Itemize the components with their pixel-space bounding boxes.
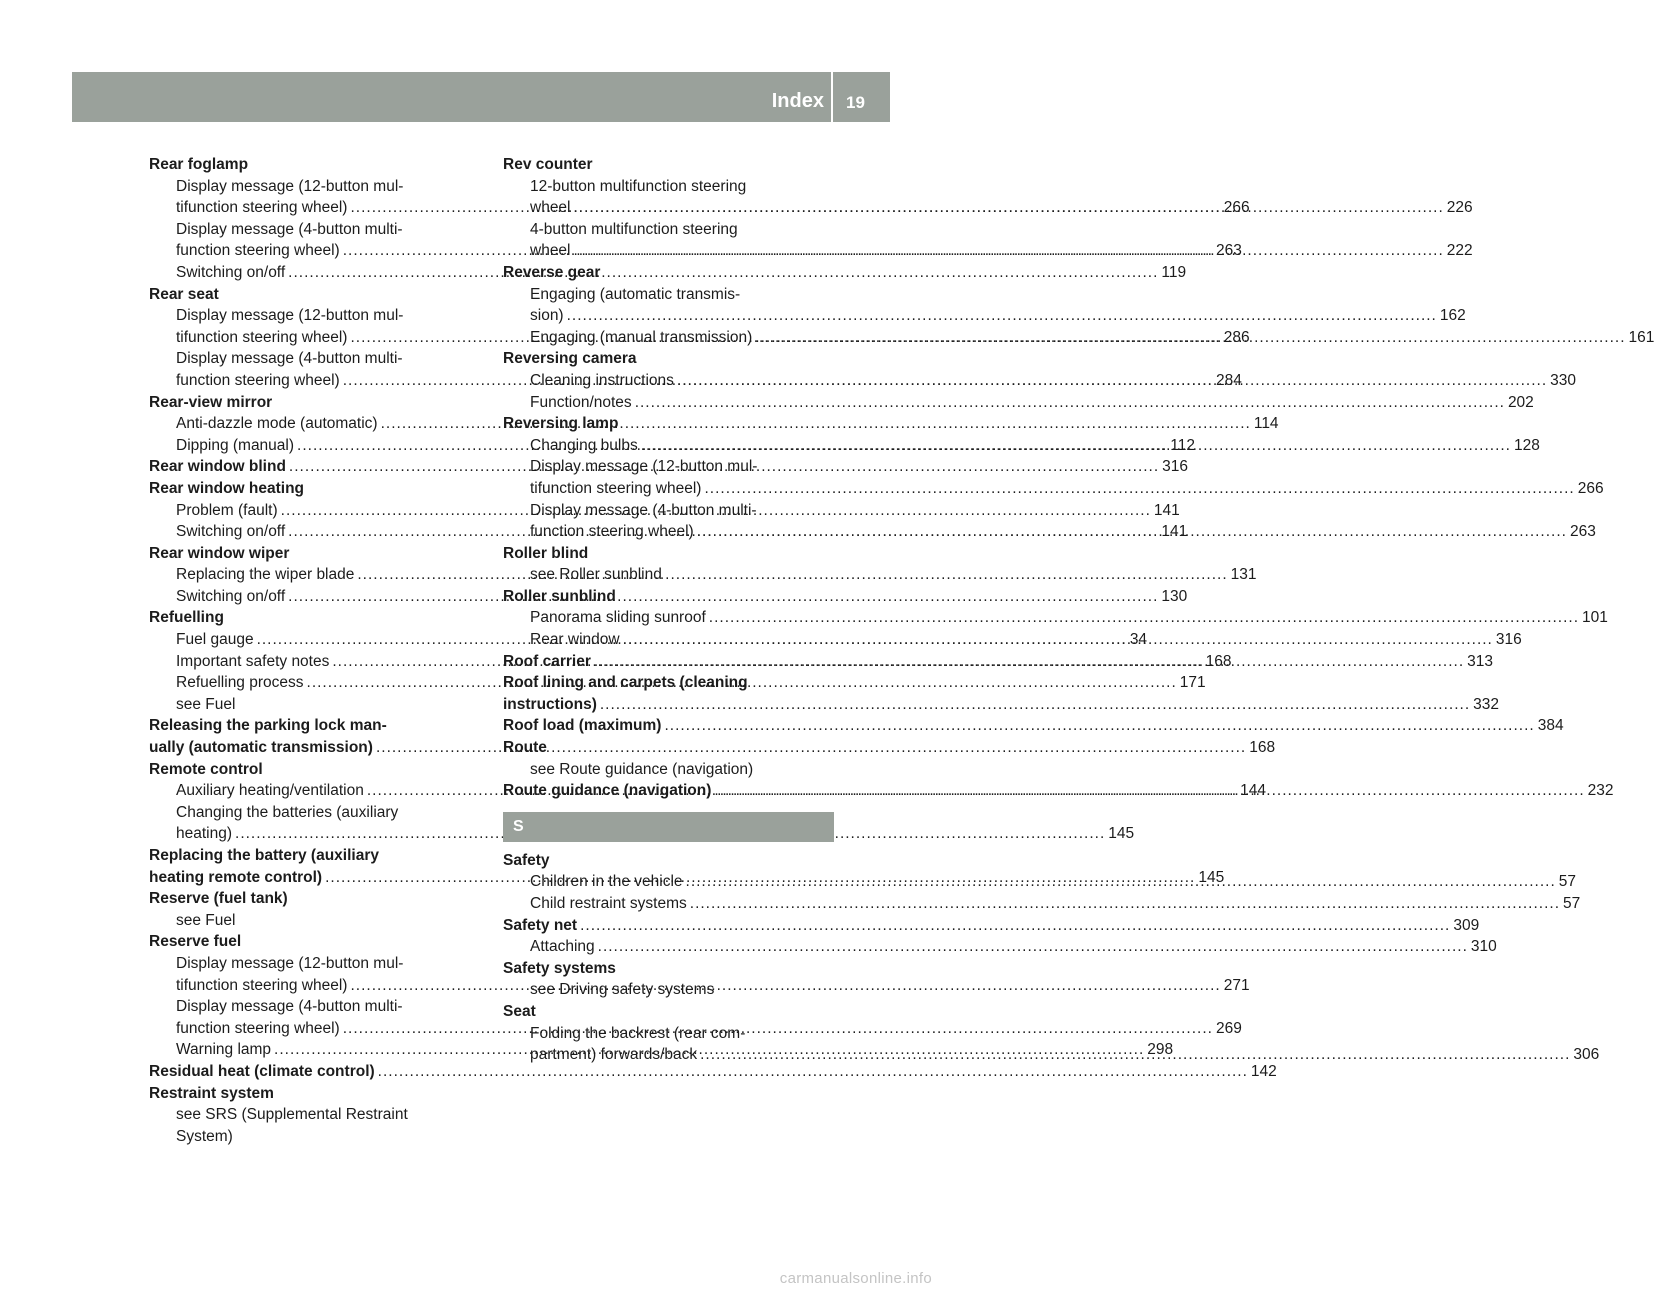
entry-text: see Fuel (176, 911, 236, 929)
entry-text: Releasing the parking lock man- (149, 717, 387, 735)
page-ref[interactable]: 310 (1470, 938, 1497, 956)
entry-text: Attaching (530, 938, 595, 956)
index-subentry (149, 1104, 480, 1126)
index-subentry (503, 456, 834, 478)
dot-leader (623, 629, 1493, 651)
page-ref[interactable]: 34 (1129, 631, 1148, 649)
index-entry (503, 694, 1499, 716)
entry-text: Panorama sliding sunroof (530, 609, 706, 627)
dot-leader (574, 240, 1444, 262)
entry-text: Rear window blind (149, 458, 286, 476)
entry-text: tifunction steering wheel) (530, 479, 702, 497)
index-entry (503, 262, 834, 284)
index-subentry (503, 564, 834, 586)
entry-text: sion) (530, 307, 564, 325)
index-subentry (149, 802, 480, 824)
page-ref[interactable]: 266 (1223, 199, 1250, 217)
index-entry (503, 850, 834, 872)
index-subentry (149, 694, 480, 716)
index-subentry (503, 284, 834, 306)
index-entry (503, 413, 834, 435)
index-entry (503, 586, 834, 608)
section-header: S (503, 812, 834, 842)
entry-text: see Route guidance (navigation) (530, 760, 754, 778)
index-entry (149, 888, 480, 910)
page-ref[interactable]: 101 (1582, 609, 1608, 627)
index-entry (503, 543, 834, 565)
entry-text: Refuelling (149, 609, 224, 627)
entry-text: Switching on/off (176, 523, 286, 541)
index-subentry (503, 759, 834, 781)
index-entry (149, 284, 480, 306)
dot-leader (598, 936, 1468, 958)
index-entry (503, 154, 834, 176)
entry-text: Switching on/off (176, 263, 286, 281)
page-ref[interactable]: 266 (1577, 479, 1604, 497)
entry-text: Engaging (manual transmission) (530, 328, 753, 346)
dot-leader (567, 305, 1437, 327)
page-ref[interactable]: 144 (1240, 782, 1266, 800)
page-ref[interactable]: 130 (1161, 587, 1188, 605)
index-subentry (503, 979, 834, 1001)
dot-leader (574, 197, 1444, 219)
entry-text: Roller sunblind (503, 587, 616, 605)
entry-text: Route guidance (navigation) (503, 782, 712, 800)
page-ref[interactable]: 145 (1198, 868, 1225, 886)
header-divider (831, 72, 833, 122)
page-ref[interactable]: 141 (1153, 501, 1180, 519)
index-subentry (503, 500, 834, 522)
entry-text: Reversing lamp (503, 415, 619, 433)
entry-text: Children in the vehicle (530, 873, 683, 891)
index-entry (503, 737, 834, 759)
entry-text: Display message (12-button mul- (176, 177, 404, 195)
dot-leader (594, 651, 1464, 673)
page-ref[interactable]: 298 (1147, 1041, 1174, 1059)
index-subentry (503, 176, 834, 198)
page-ref[interactable]: 142 (1250, 1062, 1277, 1080)
page-ref[interactable]: 332 (1473, 695, 1499, 713)
dot-leader (580, 915, 1450, 937)
index-subentry (503, 1023, 834, 1045)
page-ref[interactable]: 226 (1446, 199, 1473, 217)
page-ref[interactable]: 263 (1569, 523, 1596, 541)
page-number: 19 (846, 93, 865, 112)
dot-leader (704, 478, 1574, 500)
page-ref[interactable]: 306 (1573, 1046, 1600, 1064)
page-ref[interactable]: 330 (1550, 371, 1577, 389)
index-entry (503, 715, 1564, 737)
entry-text: heating remote control) (149, 868, 323, 886)
entry-text: function steering wheel) (530, 523, 694, 541)
index-subentry (149, 953, 480, 975)
entry-text: partment) forwards/back (530, 1046, 698, 1064)
page-ref[interactable]: 284 (1215, 371, 1242, 389)
entry-text: Warning lamp (176, 1041, 272, 1059)
page-ref[interactable]: 168 (1205, 652, 1232, 670)
index-subentry (149, 348, 480, 370)
index-entry (503, 348, 834, 370)
index-subentry (149, 823, 1135, 845)
page-ref[interactable]: 128 (1513, 436, 1540, 454)
index-entry (149, 1061, 1277, 1083)
entry-text: Cleaning instructions (530, 371, 674, 389)
dot-leader (641, 435, 1511, 457)
page-ref[interactable]: 316 (1495, 631, 1522, 649)
index-subentry (149, 1126, 480, 1148)
index-subentry (149, 240, 1242, 262)
entry-text: see Roller sunblind (530, 566, 662, 584)
entry-text: Rear seat (149, 285, 219, 303)
page-ref[interactable]: 119 (1161, 263, 1187, 281)
page-ref[interactable]: 202 (1507, 393, 1534, 411)
entry-text: Engaging (automatic transmis- (530, 285, 741, 303)
index-entry (149, 759, 480, 781)
entry-text: Roof carrier (503, 652, 591, 670)
entry-text: Dipping (manual) (176, 436, 295, 454)
entry-text: tifunction steering wheel) (176, 199, 348, 217)
index-subentry (149, 197, 1250, 219)
entry-text: Auxiliary heating/ventilation (176, 782, 364, 800)
entry-text: Replacing the wiper blade (176, 566, 355, 584)
index-entry (503, 672, 834, 694)
index-entry (503, 915, 1480, 937)
entry-text: Function/notes (530, 393, 632, 411)
entry-text: wheel (530, 199, 571, 217)
page-ref[interactable]: 131 (1230, 566, 1257, 584)
dot-leader (677, 370, 1547, 392)
dot-leader (697, 521, 1567, 543)
page-ref[interactable]: 114 (1253, 415, 1279, 433)
page-ref[interactable]: 57 (1563, 895, 1581, 912)
entry-text: see SRS (Supplemental Restraint (176, 1106, 408, 1124)
entry-text: Roof load (maximum) (503, 717, 662, 735)
index-subentry (149, 910, 480, 932)
entry-text: Roof lining and carpets (cleaning (503, 674, 748, 692)
index-entry (149, 715, 480, 737)
entry-text: function steering wheel) (176, 371, 340, 389)
entry-text: Important safety notes (176, 652, 330, 670)
entry-text: Reserve (fuel tank) (149, 890, 288, 908)
dot-leader (700, 1044, 1570, 1066)
index-entry (149, 392, 480, 414)
entry-text: Reverse gear (503, 263, 601, 281)
entry-text: Display message (12-button mul- (176, 954, 404, 972)
page-ref[interactable]: 309 (1453, 916, 1480, 934)
index-entry (149, 845, 480, 867)
index-entry (149, 543, 480, 565)
entry-text: ually (automatic transmission) (149, 739, 373, 757)
entry-text: Display message (4-button multi- (176, 220, 403, 238)
entry-text: wheel (530, 242, 571, 260)
index-subentry (503, 305, 1466, 327)
entry-text: Display message (12-button mul- (530, 458, 758, 476)
page-ref[interactable]: 171 (1179, 674, 1206, 692)
index-subentry (503, 607, 1608, 629)
entry-text: Rear window heating (149, 479, 305, 497)
entry-text: Display message (4-button multi- (176, 998, 403, 1016)
entry-text: tifunction steering wheel) (176, 328, 348, 346)
entry-text: Display message (4-button multi- (176, 350, 403, 368)
index-entry (149, 154, 480, 176)
entry-text: Display message (4-button multi- (530, 501, 757, 519)
index-subentry (503, 478, 1604, 500)
watermark: carmanualsonline.info (779, 1270, 932, 1287)
dot-leader (635, 392, 1505, 414)
index-subentry (503, 392, 1534, 414)
page-ref[interactable]: 232 (1587, 782, 1614, 800)
dot-leader (600, 694, 1470, 716)
index-entry (149, 478, 480, 500)
entry-text: Changing bulbs (530, 436, 638, 454)
entry-text: Restraint system (149, 1084, 274, 1102)
page-title: Index (771, 90, 824, 112)
index-entry (149, 1083, 480, 1105)
entry-text: Reversing camera (503, 350, 637, 368)
page-ref[interactable]: 313 (1467, 652, 1493, 670)
entry-text: Switching on/off (176, 587, 286, 605)
dot-leader (664, 715, 1534, 737)
dot-leader (686, 871, 1556, 893)
index-subentry (503, 219, 834, 241)
entry-text: 4-button multifunction steering (530, 220, 738, 238)
entry-text: Child restraint systems (530, 895, 687, 912)
entry-text: Reserve fuel (149, 933, 242, 951)
page-ref[interactable]: 57 (1558, 873, 1577, 891)
entry-text: Route (503, 739, 547, 757)
entry-text: Rear-view mirror (149, 393, 273, 411)
page-ref[interactable]: 269 (1215, 1019, 1242, 1037)
entry-text: Display message (12-button mul- (176, 307, 404, 325)
index-entry (149, 931, 480, 953)
page-ref[interactable]: 161 (1628, 328, 1654, 346)
page-ref[interactable]: 162 (1439, 307, 1466, 325)
page-ref[interactable]: 141 (1161, 523, 1188, 541)
entry-text: heating) (176, 825, 233, 843)
entry-text: Folding the backrest (rear com- (530, 1024, 746, 1042)
entry-text: Remote control (149, 760, 263, 778)
index-entry (503, 1001, 834, 1023)
page-ref[interactable]: 316 (1162, 458, 1189, 476)
entry-text: Rev counter (503, 156, 593, 173)
entry-text: function steering wheel) (176, 1019, 340, 1037)
page-ref[interactable]: 263 (1215, 242, 1242, 260)
index-subentry (149, 176, 480, 198)
entry-text: Rear window (530, 631, 620, 649)
page-ref[interactable]: 271 (1223, 976, 1250, 994)
entry-text: Seat (503, 1002, 536, 1020)
index-entry (503, 958, 834, 980)
page-ref[interactable]: 384 (1537, 717, 1564, 735)
entry-text: see Driving safety systems (530, 981, 715, 999)
entry-text: instructions) (503, 695, 597, 713)
entry-text: Roller blind (503, 544, 589, 562)
index-entry (149, 607, 480, 629)
index-subentry (503, 936, 1497, 958)
entry-text: Rear window wiper (149, 544, 290, 562)
entry-text: 12-button multifunction steering (530, 177, 747, 195)
dot-leader (690, 893, 1560, 915)
entry-text: Safety systems (503, 959, 616, 977)
entry-text: function steering wheel) (176, 242, 340, 260)
index-subentry (149, 305, 480, 327)
index-subentry (149, 219, 480, 241)
entry-text: Refuelling process (176, 674, 304, 692)
dot-leader (709, 607, 1579, 629)
entry-text: tifunction steering wheel) (176, 976, 348, 994)
entry-text: Fuel gauge (176, 631, 254, 649)
entry-text: see Fuel (176, 695, 236, 713)
page-ref[interactable]: 286 (1223, 328, 1250, 346)
page-ref[interactable]: 112 (1170, 436, 1195, 454)
page-ref[interactable]: 222 (1446, 242, 1473, 260)
entry-text: Problem (fault) (176, 501, 278, 519)
entry-text: System) (176, 1127, 233, 1145)
entry-text: Anti-dazzle mode (automatic) (176, 415, 378, 433)
dot-leader (714, 780, 1584, 802)
index-subentry (149, 996, 480, 1018)
entry-text: Safety (503, 851, 550, 869)
entry-text: Residual heat (climate control) (149, 1062, 375, 1080)
page-ref[interactable]: 145 (1108, 825, 1135, 843)
entry-text: Safety net (503, 916, 578, 934)
entry-text: Rear foglamp (149, 156, 249, 173)
entry-text: Changing the batteries (auxiliary (176, 803, 399, 821)
page-ref[interactable]: 168 (1249, 739, 1276, 757)
entry-text: Replacing the battery (auxiliary (149, 847, 379, 864)
index-subentry (503, 893, 1581, 915)
dot-leader (755, 327, 1625, 349)
